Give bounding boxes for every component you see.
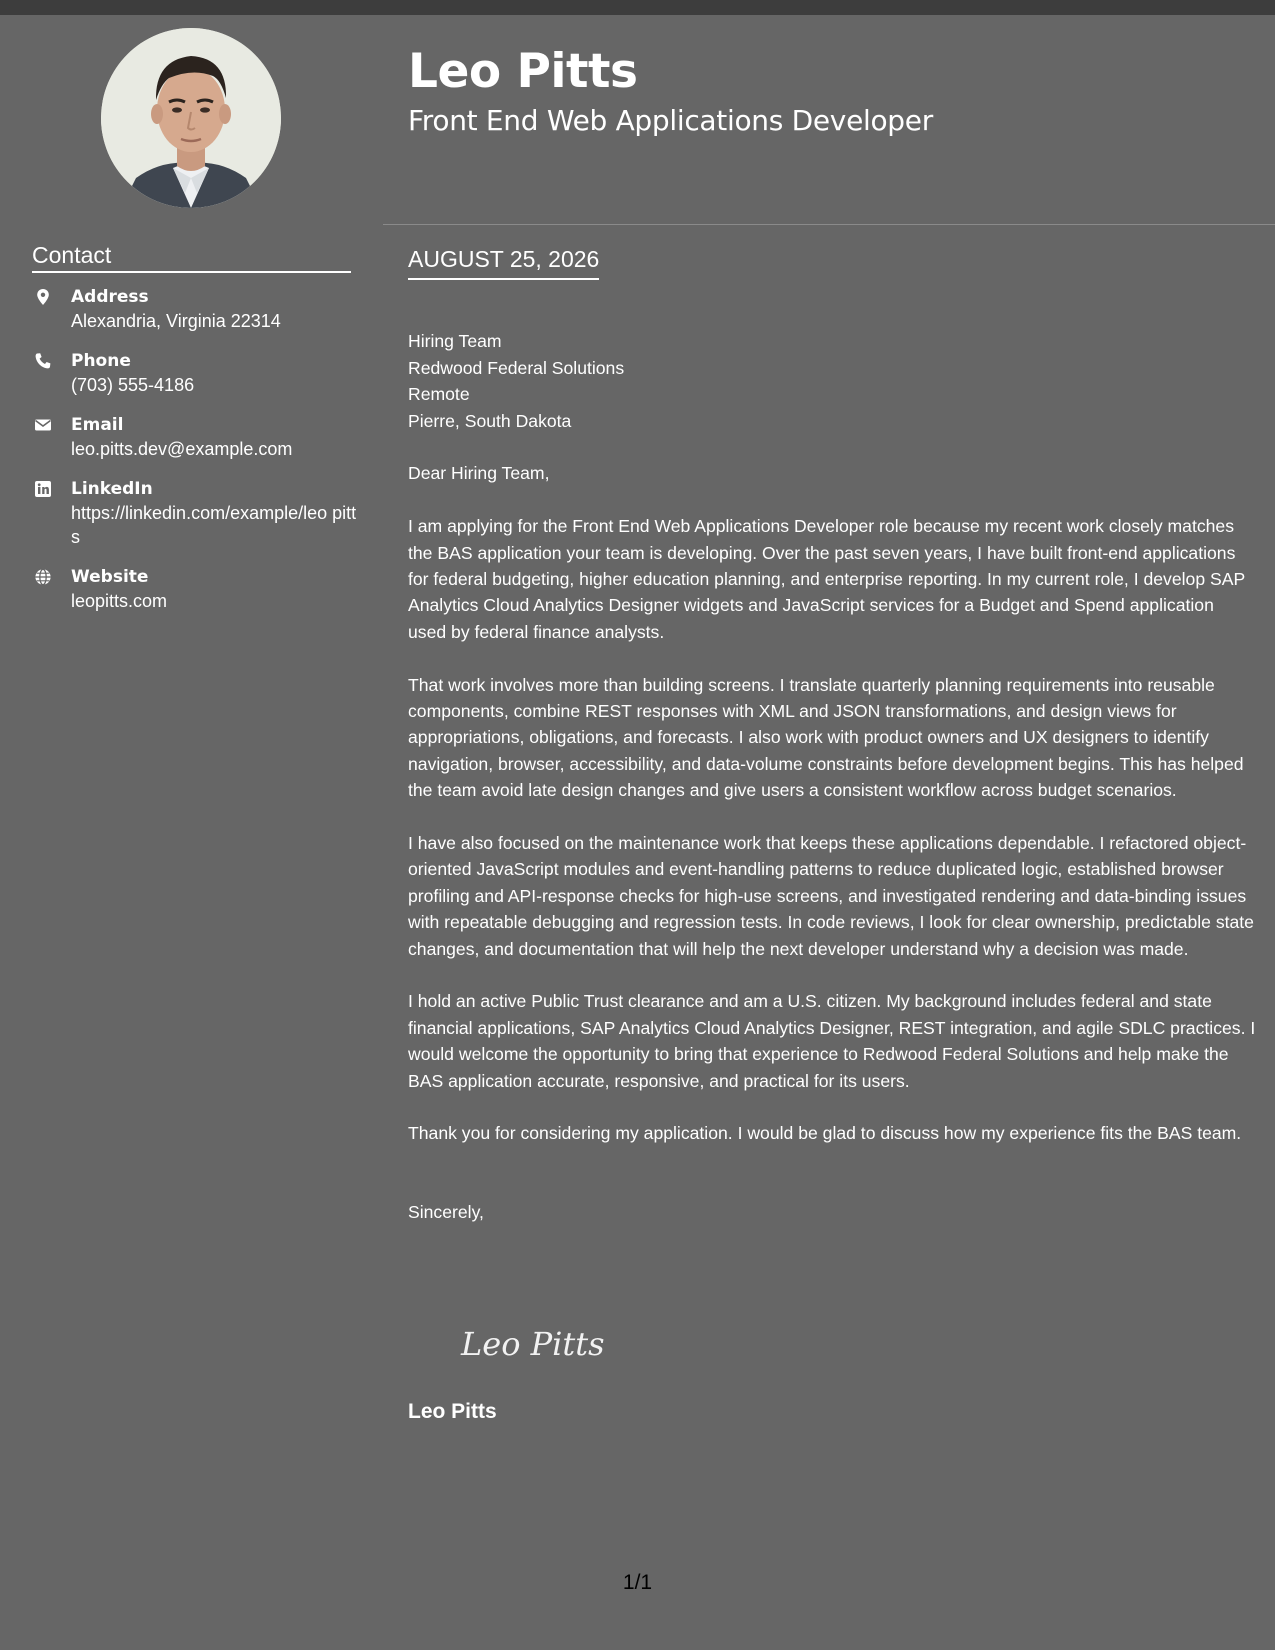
website-value[interactable]: leopitts.com <box>71 591 168 611</box>
letter-paragraph: I am applying for the Front End Web Applications Developer role because my recent work closely matches the BAS application your team is developing. Over the past seven years, I have built front-end applications for federal budgeting, higher education planning, and enterprise reporting. In my current role, I develop SAP Analytics Cloud Analytics Designer widgets and JavaScript services for a Budget and Spend application used by federal finance analysts. <box>408 516 1245 642</box>
letter-paragraph: That work involves more than building screens. I translate quarterly planning requirements into reusable components, combine REST responses with XML and JSON transformations, and design views for appropriations, obligations, and forecasts. I also work with product owners and UX designers to identify navigation, browser, accessibility, and data-volume constraints before development begins. This has helped the team avoid late design changes and give users a consistent workflow across budget scenarios. <box>408 674 1244 801</box>
applicant-name: Leo Pitts <box>408 44 638 99</box>
contact-item-email <box>32 413 362 461</box>
contact-label: Address <box>71 287 149 307</box>
contact-label: LinkedIn <box>71 479 153 499</box>
address-value: Alexandria, Virginia 22314 <box>71 311 281 331</box>
linkedin-value[interactable]: https://linkedin.com/example/leo pitts <box>71 503 357 547</box>
envelope-icon <box>34 416 52 434</box>
signed-name: Leo Pitts <box>408 1400 497 1423</box>
salutation: Dear Hiring Team, <box>408 463 550 484</box>
recipient-line: Redwood Federal Solutions <box>408 357 625 378</box>
contact-list <box>32 285 362 629</box>
phone-icon <box>34 352 52 370</box>
email-value: leo.pitts.dev@example.com <box>71 439 293 459</box>
sidebar <box>0 15 383 1650</box>
contact-item-website <box>32 565 362 613</box>
letter-date: AUGUST 25, 2026 <box>408 244 599 280</box>
letter-paragraph: Thank you for considering my application. I would be glad to discuss how my experience fits the BAS team. <box>408 1123 1242 1144</box>
job-title: Front End Web Applications Developer <box>408 104 933 137</box>
header-divider <box>383 224 1275 225</box>
contact-label: Website <box>71 567 149 587</box>
contact-item-phone <box>32 349 362 397</box>
top-bar <box>0 0 1275 15</box>
contact-item-linkedin <box>32 477 362 549</box>
map-pin-icon <box>34 288 52 306</box>
contact-label: Email <box>71 415 124 435</box>
signature-text: Leo Pitts <box>461 1325 605 1363</box>
handwritten-signature <box>455 1313 635 1373</box>
profile-photo <box>101 28 281 208</box>
contact-item-address <box>32 285 362 333</box>
globe-icon <box>34 568 52 586</box>
letter-body <box>408 302 1256 1252</box>
linkedin-icon <box>34 480 52 498</box>
recipient-line: Remote <box>408 384 470 405</box>
contact-label: Phone <box>71 351 131 371</box>
phone-value: (703) 555-4186 <box>71 375 195 395</box>
closing: Sincerely, <box>408 1201 484 1222</box>
letter-paragraph: I have also focused on the maintenance work that keeps these applications dependable. I refactored object-oriented JavaScript modules and event-handling patterns to reduce duplicated logic, established browser profiling and API-response checks for high-use screens, and investigated rendering and data-binding issues with repeatable debugging and regression tests. In code reviews, I look for clear ownership, predictable state changes, and documentation that will help the next developer understand why a decision was made. <box>408 833 1254 959</box>
contact-heading: Contact <box>32 241 351 273</box>
page-number: 1/1 <box>622 1571 653 1594</box>
recipient-line: Pierre, South Dakota <box>408 410 572 431</box>
recipient-line: Hiring Team <box>408 331 502 352</box>
letter-paragraph: I hold an active Public Trust clearance and am a U.S. citizen. My background includes federal and state financial applications, SAP Analytics Cloud Analytics Designer, REST integration, and agile SDLC practices. I would welcome the opportunity to bring that experience to Redwood Federal Solutions and help make the BAS application accurate, responsive, and practical for its users. <box>408 991 1256 1091</box>
